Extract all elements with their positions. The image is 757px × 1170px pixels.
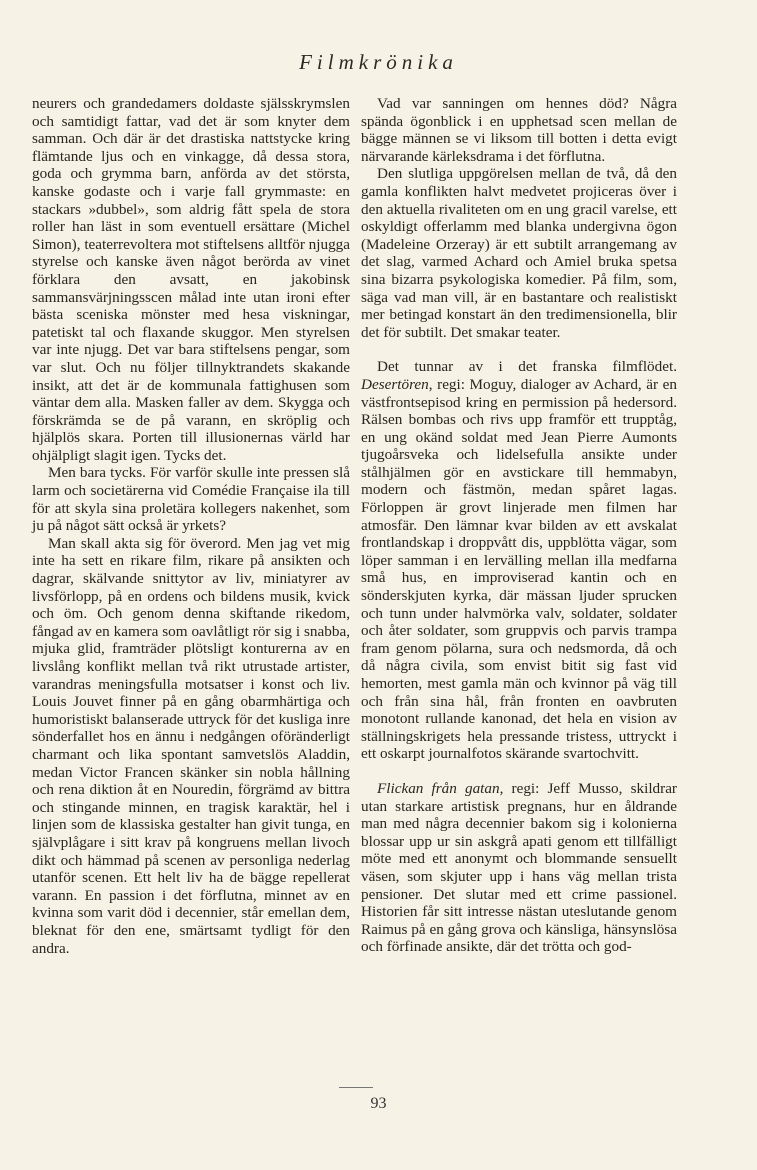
paragraph: Den slutliga uppgörelsen mellan de två, då den gamla konflikten halvt medvetet projiceras över i den aktuella rivaliteten om en ung gracil varelse, ett oskyldigt offerlamm med blanka undergivna ögon (Madeleine Orzeray) är ett subtilt arrangemang av det slag, varmed Achard och Amiel bruka spetsa sina bizarra psykologiska komedier. På film, som, säga vad man vill, är en bastantare och realistiskt mer betingad konstart än den tredimensionella, blir det för subtilt. Det smakar teater. xyxy=(361,165,677,341)
paragraph: neurers och grandedamers doldaste själsskrymslen och samtidigt fattar, vad det är som knyter dem samman. Och där är det drastiska nattstycke kring flämtande ljus och en vinkagge, då dessa stora, goda och grymma barn, anförda av det största, kanske godaste och i varje fall grymmaste: en stackars »dubbel», som aldrig fått spela de stora roller han läst in som eventuell ersättare (Michel Simon), teaterrevoltera mot stiftelsens alltför njugga styrelse och kanske även något berörda av vinet förklara den avsatt, en jakobinsk sammansvärjningsscen målad inte utan ironi efter bästa sceniska mönster med hesa viskningar, patetiskt tal och flaxande skuggor. Men styrelsen var inte njugg. Det var bara stiftelsens pengar, som var slut. Och nu följer tillnyktrandets skakande insikt, att det är de kommunala fattighusen som väntar dem alla. Masken faller av dem. Skygga och förskrämda se de på varann, en skröplig och hjälplös skara. Porten till illusionernas värld har ohjälpligt slagit igen. Tycks det. xyxy=(32,95,351,464)
film-title: Desertören xyxy=(361,375,429,393)
paragraph-body: , regi: Jeff Musso, skildrar utan starkare artistisk pregnans, hur en åldrande man med några decennier bakom sig i kolonierna blossar upp ur sin askgrå apati genom ett tillfälligt möte med ett anonymt och blommande sensuellt väsen, som skjuter upp i hans väg mellan trista pensioner. Det slutar med ett crime passionel. Historien får sitt intresse nästan uteslutande genom Raimus på en gång grova och känsliga, hänsynslösa och förfinade ansikte, där det trötta och god- xyxy=(361,779,677,956)
paragraph xyxy=(361,780,677,956)
left-column xyxy=(32,95,350,957)
footer-rule xyxy=(339,1087,373,1088)
running-title: Filmkrönika xyxy=(299,50,458,74)
paragraph: Man skall akta sig för överord. Men jag vet mig inte ha sett en rikare film, rikare på ansikten och dagrar, skälvande snittytor av liv, miniatyrer av livsförlopp, på en ordens och bildens musik, kvick och öm. Och genom denna skiftande rikedom, fångad av en kamera som oavlåtligt rör sig i snabba, mjuka glid, framträder plötsligt konturerna av en livslång konflikt mellan två rikt utrustade artister, varandras meningsfulla motsatser i konst och liv. Louis Jouvet finner på en gång obarmhärtiga och humoristiskt balanserade uttryck för det kusliga inre sönderfallet hos en ännu i nedgången oföränderligt charmant och lika spontant samvetslös Aladdin, medan Victor Francen skänker sin nobla hållning och rena diktion åt en Nouredin, förgrämd av bittra och stingande minnen, en tragisk karaktär, hel i linjen som de klassiska gestalter han givit tunga, en självplågare i sitt krav på kongruens mellan livoch dikt och hämmad på scenen av personliga nederlag utanför scenen. Ett helt liv ha de bägge repellerat varann. En passion i det förflutna, minnet av en kvinna som varit död i decennier, står emellan dem, bleknat för den ene, smärtsamt tydligt för den andra. xyxy=(32,534,350,957)
film-title: Flickan från gatan xyxy=(377,779,500,797)
paragraph xyxy=(361,358,677,763)
paragraph-body: , regi: Moguy, dialoger av Achard, är en västfrontsepisod kring en permission på hedersord. Rälsen bombas och rivs upp framför ett trupptåg, en ung okänd soldat med Jean Pierre Aumonts tjugoårsveka och lidelsefulla ansikte under stålhjälmen gör en avstickare till hemmabyn, modern och fästmön, medan spåret lagas. Förloppen är grovt linjerade men filmen har atmosfär. Den lämnar kvar bilden av ett avskalat frontlandskap i droppvått dis, uppblötta vägar, som löper samman i en lervälling mellan illa medfarna små hus, en improviserad kantin och en sönderskjuten kyrka, där mässan ljuder sprucken och tunn under halvmörka valv, soldater, soldater och åter soldater, som gruppvis och parvis trampa fram genom pölarna, sura och nedsmorda, då och då några civila, som envist bitit sig fast vid hemorten, mest gamla män och kvinnor på väg till och från sina hål, från fronten en oavbruten monotont rullande kanonad, det hela en vision av ställningskrigets hela pressande tristess, uttryckt i ett oskarpt journalfotos skärande svartochvitt. xyxy=(361,375,677,763)
page-number: 93 xyxy=(370,1095,387,1112)
paragraph-lead: Det tunnar av i det franska filmflödet. xyxy=(377,358,677,376)
right-column xyxy=(361,95,677,956)
paragraph: Vad var sanningen om hennes död? Några spända ögonblick i en upphetsad scen mellan de bägge männen se vi liksom till botten i detta evigt närvarande kärleksdrama i det förflutna. xyxy=(361,95,677,165)
paragraph: Men bara tycks. För varför skulle inte pressen slå larm och societärerna vid Comédie Française ila till för att skyla sina proletära kollegers nakenhet, som ju på något sätt också är yrkets? xyxy=(32,464,350,535)
